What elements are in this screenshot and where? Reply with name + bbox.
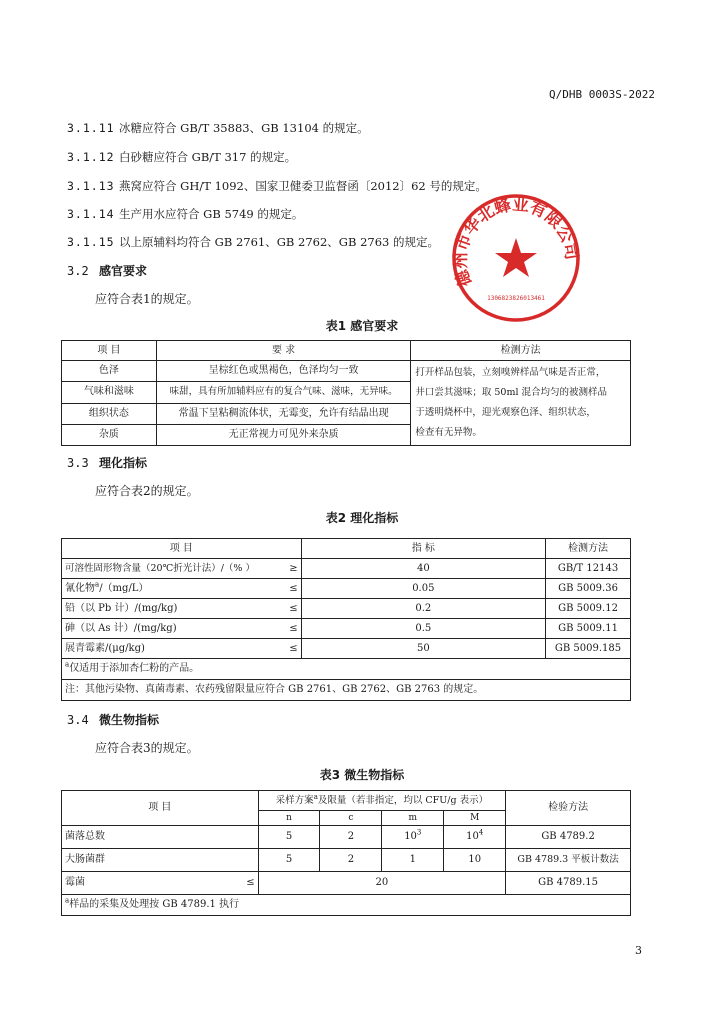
cell-item: 可溶性固形物含量（20℃折光计法）/（% ） [62,559,277,579]
cell-item: 杂质 [62,424,157,445]
cell-operator: ≤ [233,872,258,895]
cell-m: 1 [382,849,444,872]
note-a: $^a$仅适用于添加杏仁粉的产品。 [62,659,631,680]
cell-operator: ≤ [276,579,301,599]
header-item: 项 目 [62,341,157,361]
subheader-c: c [320,811,382,826]
cell-item: 色泽 [62,361,157,382]
header-method: 检验方法 [506,791,631,826]
table-row [62,619,631,639]
cell-c: 2 [320,849,382,872]
cell-value: 20 [258,872,506,895]
cell-n: 5 [258,849,320,872]
subheader-M: M [444,811,506,826]
section-3-2-intro: 应符合表1的规定。 [95,292,199,306]
standard-code: Q/DHB 0003S-2022 [549,88,655,101]
cell-requirement: 常温下呈粘稠流体状，无霉变，允许有结晶出现 [156,403,411,424]
cell-method: GB 5009.11 [546,619,631,639]
cell-item: 组织状态 [62,403,157,424]
cell-value: 50 [301,639,545,659]
header-sampling-plan: 采样方案$^a$及限量（若非指定，均以 CFU/g 表示） [258,791,506,811]
table-note-row [62,895,631,916]
cell-m: $10^3$ [382,826,444,849]
table-row [62,361,631,382]
subheader-n: n [258,811,320,826]
cell-method: GB 4789.3 平板计数法 [506,849,631,872]
microbiological-table [61,790,631,916]
table-row [62,849,631,872]
section-heading-3-4: 3.4 微生物指标 [67,713,160,727]
cell-operator: ≤ [276,639,301,659]
cell-item: 展青霉素/(μg/kg) [62,639,277,659]
header-requirement: 要 求 [156,341,411,361]
cell-item: 铅（以 Pb 计）/(mg/kg) [62,599,277,619]
cell-method: GB 5009.12 [546,599,631,619]
cell-operator: ≤ [276,599,301,619]
cell-item: 大肠菌群 [62,849,259,872]
cell-value: 40 [301,559,545,579]
header-index: 指 标 [301,539,545,559]
page-number: 3 [635,944,642,957]
section-3-4-intro: 应符合表3的规定。 [95,741,199,755]
physicochemical-table [61,538,631,701]
cell-value: 0.2 [301,599,545,619]
header-item: 项 目 [62,791,259,826]
cell-item: 氰化物$^a$/（mg/L） [62,579,277,599]
cell-method: GB 4789.15 [506,872,631,895]
table-note-row [62,680,631,701]
method-line: 打开样品包装，立刻嗅辨样品气味是否正常， [415,367,606,378]
cell-M: $10^4$ [444,826,506,849]
table-row [62,826,631,849]
clause-3-1-15: 3.1.15 以上原辅料均符合 GB 2761、GB 2762、GB 2763 的规定。 [67,235,439,249]
seal-star-icon [495,238,537,277]
section-heading-3-2: 3.2 感官要求 [67,264,148,278]
table-header-row [62,791,631,811]
cell-requirement: 无正常视力可见外来杂质 [156,424,411,445]
table-1-caption: 表1 感官要求 [325,319,399,333]
cell-method: GB 5009.36 [546,579,631,599]
cell-n: 5 [258,826,320,849]
seal-company-name: 德州市华北蜂业有限公司 [450,194,582,290]
table-row [62,872,631,895]
subheader-m: m [382,811,444,826]
cell-item: 霉菌 [62,872,234,895]
seal-serial: 1306823826013461 [487,295,545,302]
cell-method: GB 4789.2 [506,826,631,849]
header-method: 检测方法 [411,341,631,361]
clause-3-1-14: 3.1.14 生产用水应符合 GB 5749 的规定。 [67,207,304,221]
cell-item: 砷（以 As 计）/(mg/kg) [62,619,277,639]
table-3-caption: 表3 微生物指标 [319,768,405,782]
cell-requirement: 呈棕红色或黑褐色，色泽均匀一致 [156,361,411,382]
table-row [62,579,631,599]
table-row [62,599,631,619]
cell-requirement: 味甜，具有所加辅料应有的复合气味、滋味，无异味。 [156,382,411,403]
method-line: 检查有无异物。 [415,427,482,438]
section-heading-3-3: 3.3 理化指标 [67,456,148,470]
cell-method: GB 5009.185 [546,639,631,659]
table-2-caption: 表2 理化指标 [325,511,399,525]
method-line: 井口尝其滋味；取 50ml 混合均匀的被测样品 [415,387,608,398]
note-a: $^a$样品的采集及处理按 GB 4789.1 执行 [62,895,631,916]
cell-c: 2 [320,826,382,849]
company-seal [450,192,582,324]
header-item: 项 目 [62,539,302,559]
table-row [62,639,631,659]
cell-item: 气味和滋味 [62,382,157,403]
clause-3-1-13: 3.1.13 燕窝应符合 GH/T 1092、国家卫健委卫监督函〔2012〕62 号的规定。 [67,179,487,193]
clause-3-1-11: 3.1.11 冰糖应符合 GB/T 35883、GB 13104 的规定。 [67,121,369,135]
cell-operator: ≤ [276,619,301,639]
cell-operator: ≥ [276,559,301,579]
sensory-table [61,340,631,446]
section-3-3-intro: 应符合表2的规定。 [95,484,199,498]
clause-3-1-12: 3.1.12 白砂糖应符合 GB/T 317 的规定。 [67,150,297,164]
cell-M: 10 [444,849,506,872]
note-b: 注：其他污染物、真菌毒素、农药残留限量应符合 GB 2761、GB 2762、GB 2763 的规定。 [62,680,631,701]
cell-method [411,361,631,446]
header-method: 检测方法 [546,539,631,559]
cell-item: 菌落总数 [62,826,259,849]
cell-value: 0.05 [301,579,545,599]
table-header-row [62,341,631,361]
cell-method: GB/T 12143 [546,559,631,579]
table-header-row [62,539,631,559]
cell-value: 0.5 [301,619,545,639]
table-row [62,559,631,579]
table-note-row [62,659,631,680]
method-line: 于透明烧杯中，迎光观察色泽、组织状态， [415,407,596,418]
